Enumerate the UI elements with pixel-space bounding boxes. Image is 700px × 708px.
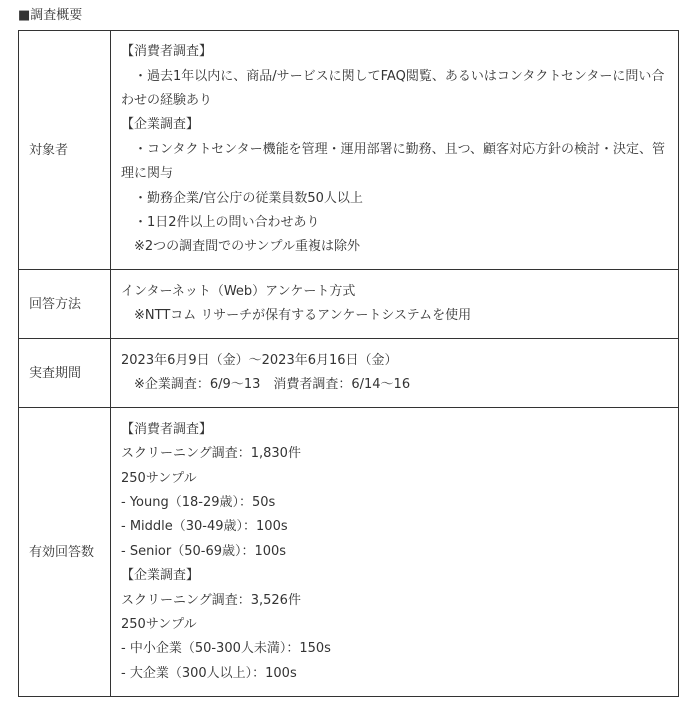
section-heading: ■調査概要 <box>18 8 83 23</box>
content-line: 【企業調査】 <box>121 117 200 133</box>
content-line: スクリーニング調査：1,830件 <box>121 446 301 462</box>
survey-overview-table <box>18 30 679 697</box>
content-line: ※企業調査：6/9～13 消費者調査：6/14～16 <box>121 377 411 392</box>
content-line: 【消費者調査】 <box>121 44 213 60</box>
content-line: - Senior（50-69歳）：100s <box>121 543 287 559</box>
row-label-period: 実査期間 <box>19 339 111 408</box>
table-row-method <box>19 270 679 339</box>
content-line: - 大企業（300人以上）：100s <box>121 665 297 681</box>
content-line: 2023年6月9日（金）～2023年6月16日（金） <box>121 352 398 368</box>
content-line: 【企業調査】 <box>121 568 200 584</box>
content-line: ※NTTコム リサーチが保有するアンケートシステムを使用 <box>121 308 472 323</box>
content-line: 250サンプル <box>121 470 197 486</box>
row-content-target <box>111 31 679 270</box>
content-line: 【消費者調査】 <box>121 421 213 437</box>
content-line: - 中小企業（50-300人未満）：150s <box>121 641 331 657</box>
content-line: スクリーニング調査：3,526件 <box>121 592 301 608</box>
row-content-period <box>111 339 679 408</box>
content-line: - Middle（30-49歳）：100s <box>121 519 288 535</box>
row-label-method: 回答方法 <box>19 270 111 339</box>
row-label-responses: 有効回答数 <box>19 408 111 697</box>
content-line: ・過去1年以内に、商品/サービスに関してFAQ閲覧、あるいはコンタクトセンターに問い合わせの経験あり <box>121 68 665 108</box>
row-content-responses <box>111 408 679 697</box>
row-content-method <box>111 270 679 339</box>
content-line: ・勤務企業/官公庁の従業員数50人以上 <box>121 190 363 206</box>
content-line: インターネット（Web）アンケート方式 <box>121 283 356 299</box>
row-label-target: 対象者 <box>19 31 111 270</box>
table-row-period <box>19 339 679 408</box>
content-line: 250サンプル <box>121 617 197 633</box>
table-row-responses <box>19 408 679 697</box>
content-line: - Young（18-29歳）：50s <box>121 494 276 510</box>
content-line: ・コンタクトセンター機能を管理・運用部署に勤務、且つ、顧客対応方針の検討・決定、管理に関与 <box>121 141 666 182</box>
content-line: ・1日2件以上の問い合わせあり <box>121 215 320 231</box>
content-line: ※2つの調査間でのサンプル重複は除外 <box>121 239 360 255</box>
table-row-target <box>19 31 679 270</box>
